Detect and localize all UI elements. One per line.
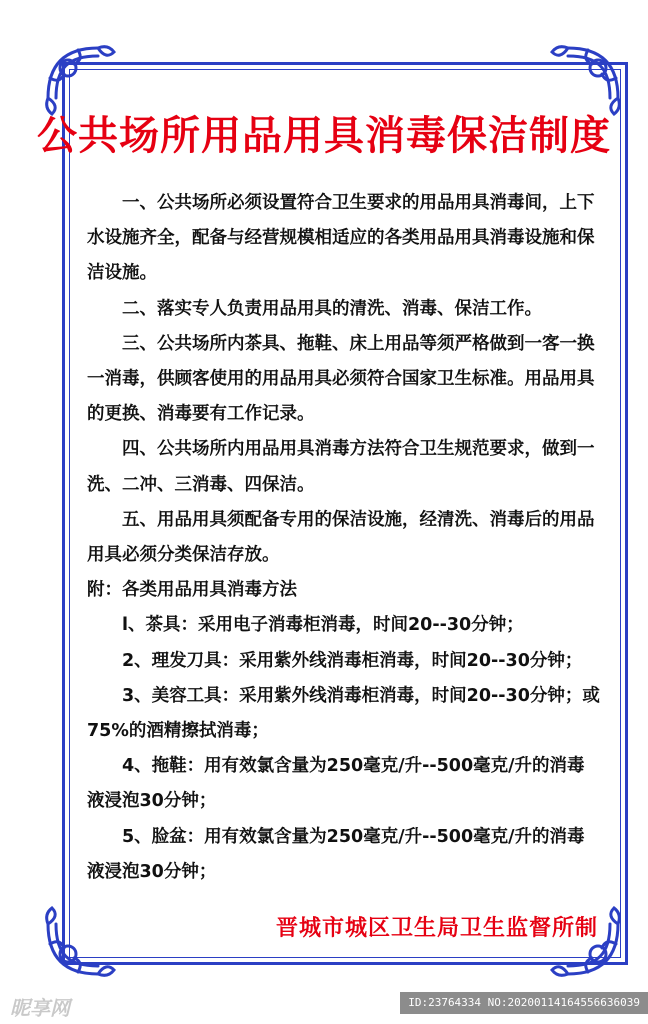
issuer-footer: 晋城市城区卫生局卫生监督所制 — [275, 915, 598, 941]
watermark-logo: 昵享网 — [10, 996, 70, 1020]
page-title: 公共场所用品用具消毒保洁制度 — [37, 113, 611, 159]
method-item: 5、脸盆：用有效氯含量为250毫克/升--500毫克/升的消毒液浸泡30分钟； — [87, 826, 585, 882]
method-item: 4、拖鞋：用有效氯含量为250毫克/升--500毫克/升的消毒液浸泡30分钟； — [87, 756, 585, 812]
paragraph-4: 四、公共场所内用品用具消毒方法符合卫生规范要求，做到一洗、二冲、三消毒、四保洁。 — [87, 439, 595, 495]
method-item: 2、理发刀具：采用紫外线消毒柜消毒，时间20--30分钟； — [122, 650, 583, 671]
regulation-body — [87, 186, 602, 890]
image-id-strip: ID:23764334 NO:20200114164556636039 — [400, 992, 648, 1014]
method-item: 3、美容工具：采用紫外线消毒柜消毒，时间20--30分钟；或75%的酒精擦拭消毒； — [87, 685, 600, 742]
corner-ornament-icon — [38, 892, 130, 984]
method-item: l、茶具：采用电子消毒柜消毒，时间20--30分钟； — [122, 615, 524, 636]
paragraph-3: 三、公共场所内茶具、拖鞋、床上用品等须严格做到一客一换一消毒，供顾客使用的用品用具必须符合国家卫生标准。用品用具的更换、消毒要有工作记录。 — [87, 333, 595, 425]
paragraph-1: 一、公共场所必须设置符合卫生要求的用品用具消毒间，上下水设施齐全，配备与经营规模相适应的各类用品用具消毒设施和保洁设施。 — [87, 193, 595, 284]
paragraph-5: 五、用品用具须配备专用的保洁设施，经清洗、消毒后的用品用具必须分类保洁存放。 — [87, 509, 595, 566]
paragraph-2: 二、落实专人负责用品用具的清洗、消毒、保洁工作。 — [122, 298, 542, 319]
appendix-heading: 附：各类用品用具消毒方法 — [87, 580, 297, 601]
